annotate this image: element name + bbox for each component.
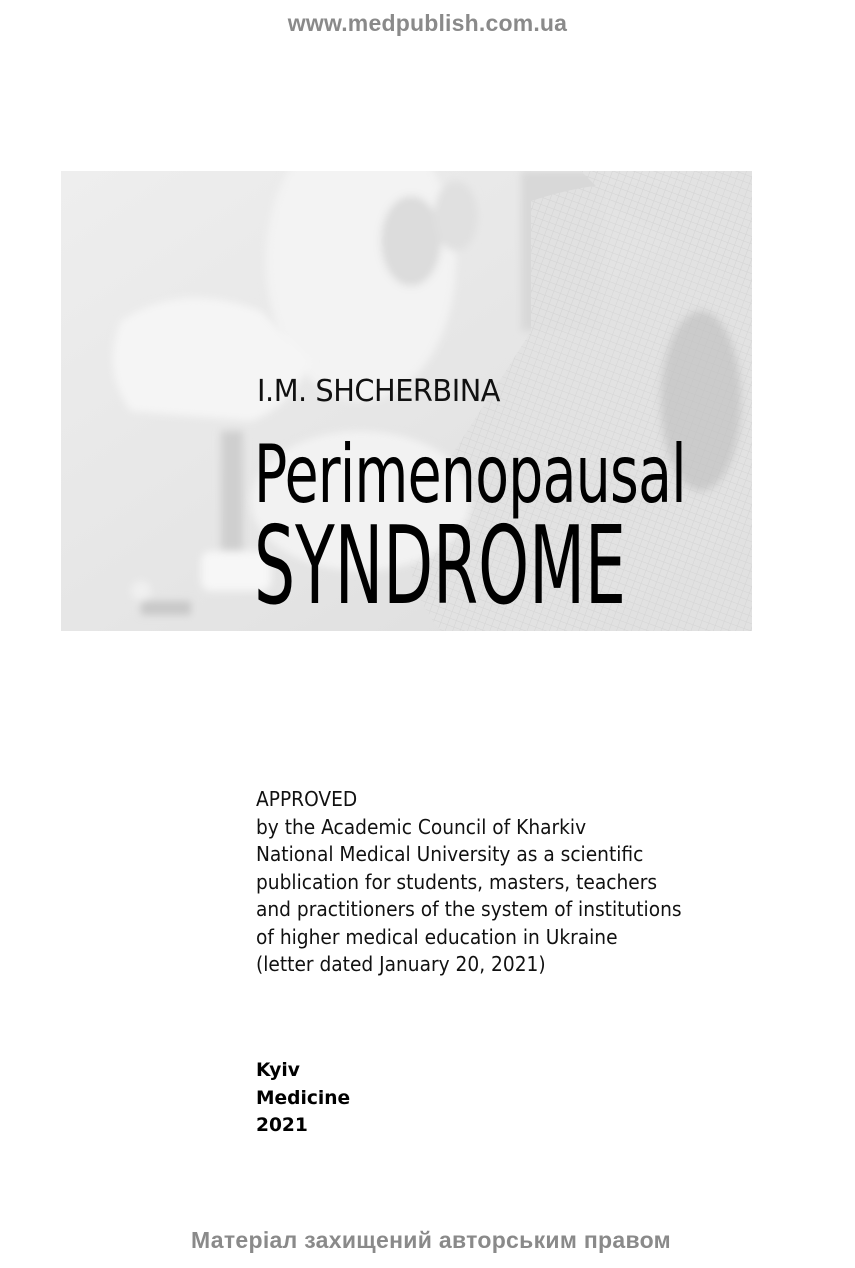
approval-line: and practitioners of the system of institutions [256,897,682,921]
author-name: I.M. SHCHERBINA [257,374,501,409]
imprint-city: Kyiv [256,1059,300,1081]
approval-line: by the Academic Council of Kharkiv [256,814,587,839]
copyright-notice: Матеріал захищений авторським правом [191,1227,671,1253]
approval-line: National Medical University as a scientific [256,842,644,866]
imprint [256,1057,350,1140]
book-title-line2: SYNDROME [254,504,626,629]
approval-statement [256,786,740,979]
book-title-line1: Perimenopausal [254,428,686,521]
imprint-year: 2021 [256,1114,308,1136]
approval-line: APPROVED [256,787,358,811]
imprint-publisher: Medicine [256,1086,351,1109]
approval-line: publication for students, masters, teachers [256,869,658,894]
watermark-url: www.medpublish.com.ua [287,10,568,36]
approval-line: (letter dated January 20, 2021) [256,952,546,976]
approval-line: of higher medical education in Ukraine [256,924,618,949]
